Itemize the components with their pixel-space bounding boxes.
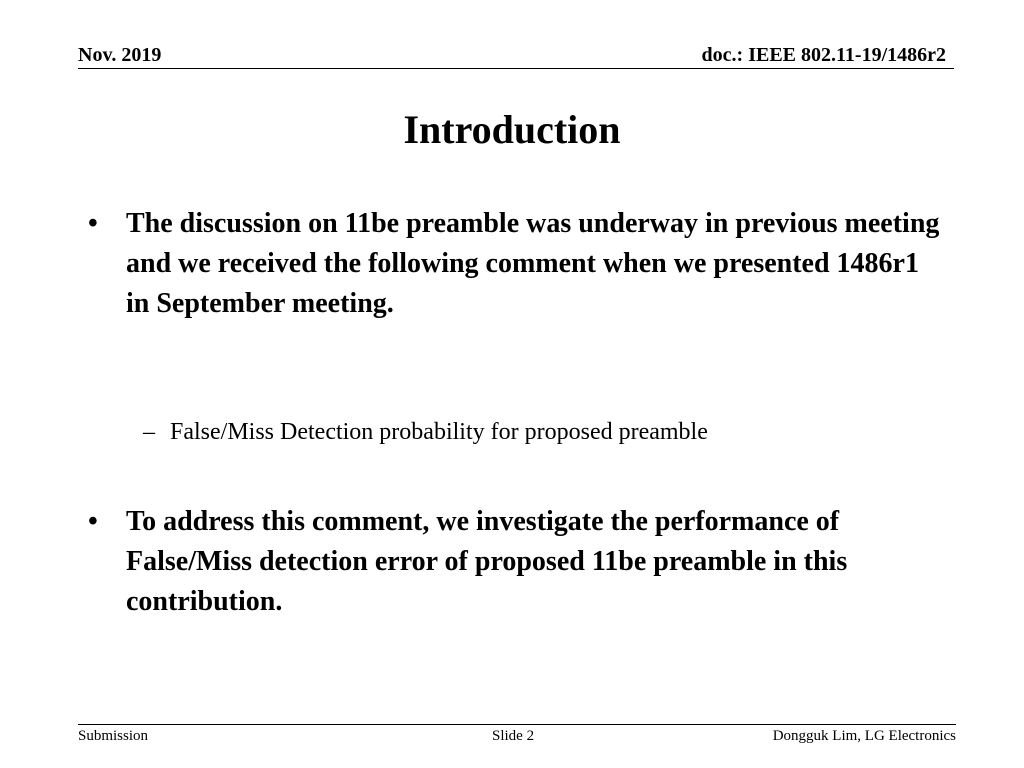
header-doc-id: doc.: IEEE 802.11-19/1486r2 bbox=[701, 44, 946, 66]
footer-author: Dongguk Lim, LG Electronics bbox=[772, 728, 956, 744]
bullet-marker-1: • bbox=[88, 208, 98, 239]
bullet-text-2: To address this comment, we investigate the performance of False/Miss detection error of proposed 11be preamble in this contribution. bbox=[126, 506, 848, 617]
header-divider bbox=[78, 68, 954, 69]
header-date: Nov. 2019 bbox=[78, 44, 162, 66]
sub-bullet-text-1: False/Miss Detection probability for proposed preamble bbox=[170, 419, 708, 445]
footer-submission: Submission bbox=[78, 728, 149, 744]
bullet-marker-2: • bbox=[88, 506, 98, 537]
footer-divider bbox=[78, 724, 956, 725]
slide-title: Introduction bbox=[403, 107, 621, 152]
bullet-text-1: The discussion on 11be preamble was underway in previous meeting and we received the following comment when we presented 1486r1 in September meeting. bbox=[126, 208, 940, 319]
sub-bullet-marker-1: – bbox=[143, 419, 155, 445]
footer-slide-number: Slide 2 bbox=[492, 728, 535, 744]
